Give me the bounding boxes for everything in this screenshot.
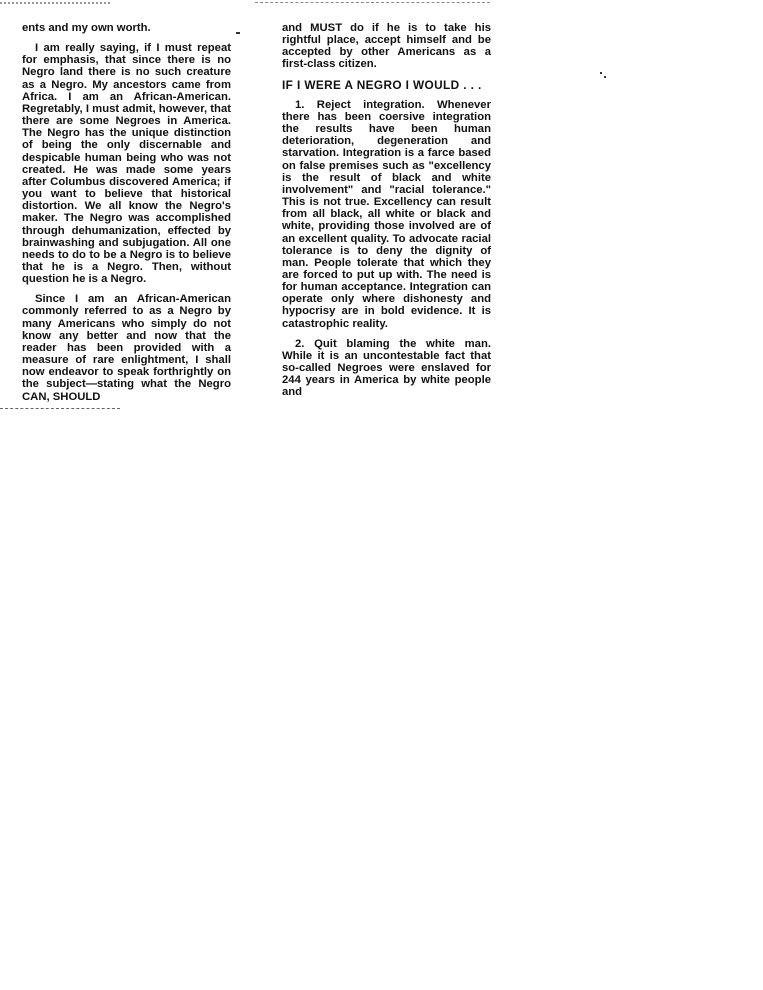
scan-speck (236, 32, 240, 34)
scan-speck (604, 76, 606, 78)
right-paragraph-1: 1. Reject integration. Whenever there has been coersive integration the results have been human deterioration, degeneration and starvation. Integration is a farce based on false premises such as "excellency is the result of black and white involvement" and "racial tolerance." This is not true. Excellency can result from all black, all white or black and white, providing those involved are of an excellent quality. To advocate racial tolerance is to deny the dignity of man. People tolerate that which they are forced to put up with. The need is for human acceptance. Integration can operate only where dishonesty and hypocrisy are in bold evidence. It is catastrophic reality. (282, 98, 491, 330)
left-paragraph-1: I am really saying, if I must repeat for emphasis, that since there is no Negro land there is no such creature as a Negro. My ancestors came from Africa. I am an African-American. Regretably, I must admit, however, that there are some Negroes in America. The Negro has the unique distinction of being the only discernable and despicable human being who was not created. He was made some years after Columbus discovered America; if you want to believe that historical distortion. We all know the Negro's maker. The Negro was accomplished through dehumanization, effected by brainwashing and subjugation. All one needs to do to be a Negro is to believe that he is a Negro. Then, without question he is a Negro. (22, 42, 231, 286)
scan-rule-top-left (0, 2, 110, 4)
right-paragraph-0: and MUST do if he is to take his rightful place, accept himself and be accepted by other Americans as a first-class citizen. (282, 22, 491, 71)
section-heading: IF I WERE A NEGRO I WOULD . . . (282, 77, 482, 92)
left-column (22, 22, 231, 411)
left-paragraph-2: Since I am an African-American commonly referred to as a Negro by many Americans who simply do not know any better and now that the reader has been provided with a measure of rare enlightment, I shall now endeavor to speak forthrightly on the subject—stating what the Negro CAN, SHOULD (22, 293, 231, 403)
right-paragraph-2: 2. Quit blaming the white man. While it is an uncontestable fact that so-called Negroes were enslaved for 244 years in America by white people and (282, 337, 491, 399)
scan-speck (600, 72, 602, 74)
left-paragraph-0: ents and my own worth. (22, 22, 151, 34)
right-column (282, 22, 491, 407)
scan-rule-top-right (255, 2, 490, 3)
